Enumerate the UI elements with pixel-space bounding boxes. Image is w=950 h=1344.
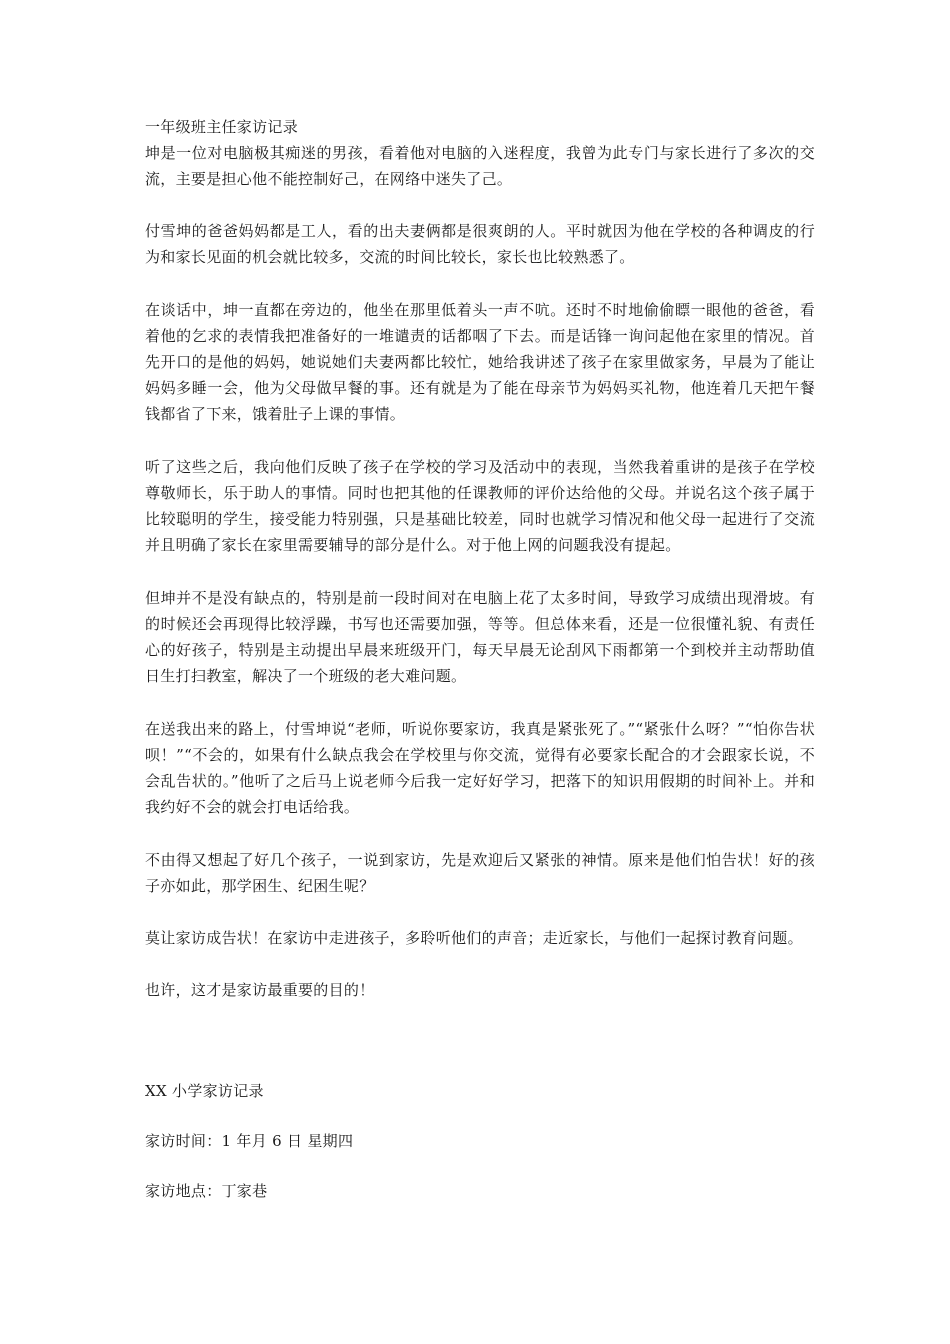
paragraph-7: 不由得又想起了好几个孩子，一说到家访，先是欢迎后又紧张的神情。原来是他们怕告状！好的孩子亦如此，那学困生、纪困生呢？ (145, 851, 815, 895)
paragraph-2: 付雪坤的爸爸妈妈都是工人，看的出夫妻俩都是很爽朗的人。平时就因为他在学校的各种调皮的行为和家长见面的机会就比较多，交流的时间比较长，家长也比较熟悉了。 (145, 222, 815, 266)
paragraph-9: 也许，这才是家访最重要的目的！ (145, 981, 375, 999)
paragraph-6: 在送我出来的路上，付雪坤说“老师，听说你要家访，我真是紧张死了。”“紧张什么呀？”“怕你告状呗！”“不会的，如果有什么缺点我会在学校里与你交流，觉得有必要家长配合的才会跟家长说，不会乱告状的。”他听了之后马上说老师今后我一定好好学习，把落下的知识用假期的时间补上。并和我约好不会的就会打电话给我。 (145, 720, 815, 816)
paragraph-5: 但坤并不是没有缺点的，特别是前一段时间对在电脑上花了太多时间，导致学习成绩出现滑坡。有的时候还会再现得比较浮躁，书写也还需要加强，等等。但总体来看，还是一位很懂礼貌、有责任心的好孩子，特别是主动提出早晨来班级开门，每天早晨无论刮风下雨都第一个到校并主动帮助值日生打扫教室，解决了一个班级的老大难问题。 (145, 589, 815, 685)
paragraph-1: 坤是一位对电脑极其痴迷的男孩，看着他对电脑的入迷程度，我曾为此专门与家长进行了多次的交流，主要是担心他不能控制好己，在网络中迷失了己。 (145, 144, 815, 188)
paragraph-8: 莫让家访成告状！在家访中走进孩子，多聆听他们的声音；走近家长，与他们一起探讨教育问题。 (145, 929, 803, 947)
document-body (145, 114, 815, 1204)
paragraph-3: 在谈话中，坤一直都在旁边的，他坐在那里低着头一声不吭。还时不时地偷偷瞟一眼他的爸爸，看着他的乞求的表情我把准备好的一堆谴责的话都咽了下去。而是话锋一询问起他在家里的情况。首先开口的是他的妈妈，她说她们夫妻两都比较忙，她给我讲述了孩子在家里做家务，早晨为了能让妈妈多睡一会，他为父母做早餐的事。还有就是为了能在母亲节为妈妈买礼物，他连着几天把午餐钱都省了下来，饿着肚子上课的事情。 (145, 301, 815, 423)
visit-time: 家访时间：1 年月 6 日 星期四 (145, 1132, 354, 1150)
paragraph-4: 听了这些之后，我向他们反映了孩子在学校的学习及活动中的表现，当然我着重讲的是孩子在学校尊敬师长，乐于助人的事情。同时也把其他的任课教师的评价达给他的父母。并说名这个孩子属于比较聪明的学生，接受能力特别强，只是基础比较差，同时也就学习情况和他父母一起进行了交流并且明确了家长在家里需要辅导的部分是什么。对于他上网的问题我没有提起。 (145, 458, 815, 554)
section-2-title: XX 小学家访记录 (145, 1082, 264, 1100)
visit-place: 家访地点：丁家巷 (145, 1182, 268, 1200)
document-title: 一年级班主任家访记录 (145, 118, 299, 136)
